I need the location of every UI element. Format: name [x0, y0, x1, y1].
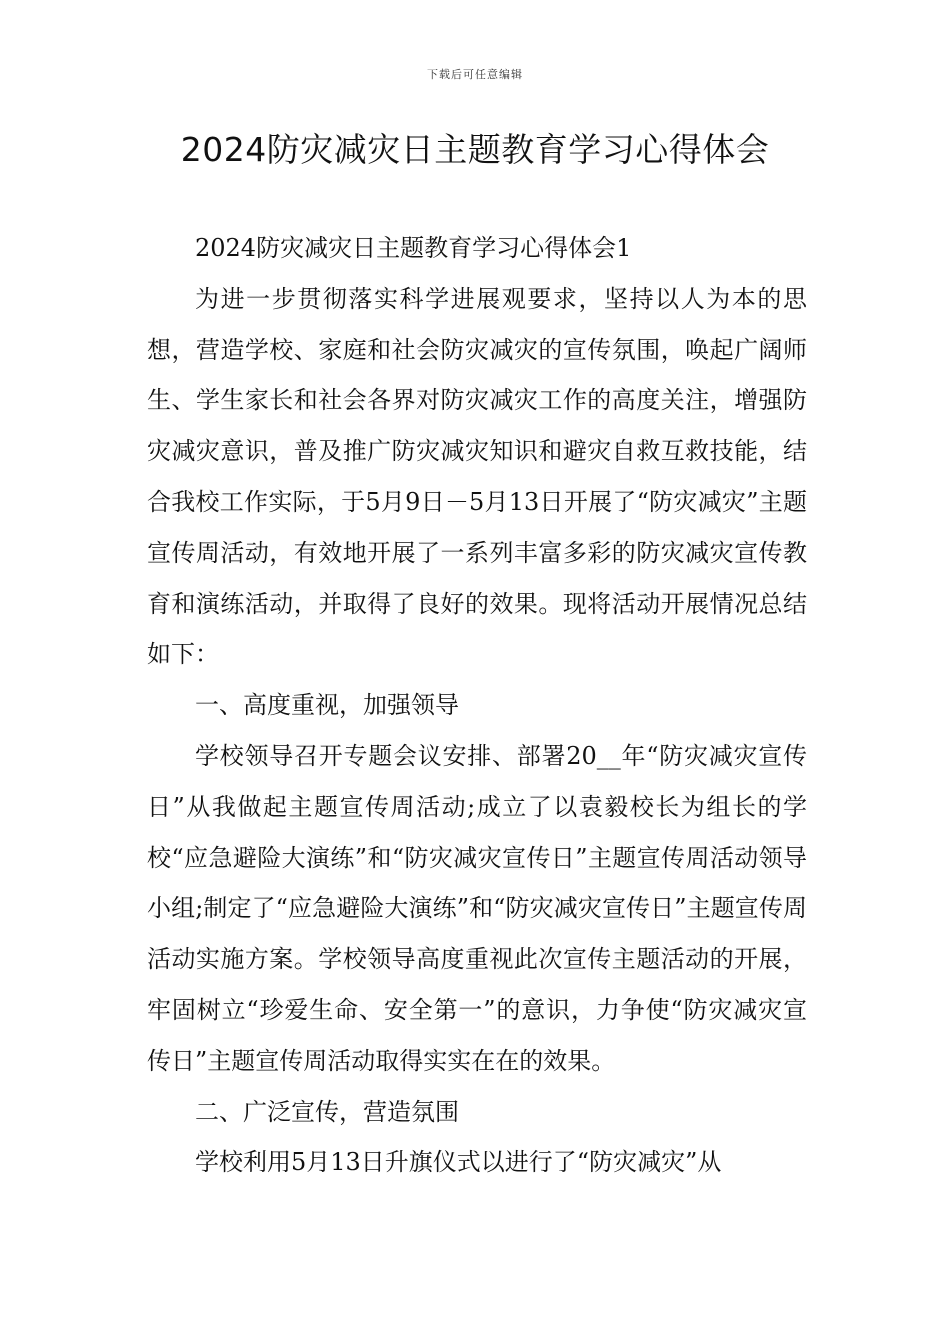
section-heading-1: 一、高度重视，加强领导: [195, 691, 459, 720]
paragraph-subtitle: 2024防灾减灾日主题教育学习心得体会1: [195, 234, 632, 262]
document-body: [147, 223, 807, 1188]
section-heading-2: 二、广泛宣传，营造氛围: [195, 1097, 459, 1126]
header-note: 下载后可任意编辑: [427, 68, 523, 81]
paragraph-section-2: 学校利用5月13日升旗仪式以进行了“防灾减灾”从: [195, 1148, 722, 1177]
document-title: 2024防灾减灾日主题教育学习心得体会: [180, 130, 770, 169]
paragraph-section-1: 学校领导召开专题会议安排、部署20__年“防灾减灾宣传日”从我做起主题宣传周活动;成立了以袁毅校长为组长的学校“应急避险大演练”和“防灾减灾宣传日”主题宣传周活动领导小组;制定了“应急避险大演练”和“防灾减灾宣传日”主题宣传周活动实施方案。学校领导高度重视此次宣传主题活动的开展，牢固树立“珍爱生命、安全第一”的意识，力争使“防灾减灾宣传日”主题宣传周活动取得实实在在的效果。: [147, 741, 807, 1075]
paragraph-intro: 为进一步贯彻落实科学进展观要求，坚持以人为本的思想，营造学校、家庭和社会防灾减灾的宣传氛围，唤起广阔师生、学生家长和社会各界对防灾减灾工作的高度关注，增强防灾减灾意识，普及推广防灾减灾知识和避灾自救互救技能，结合我校工作实际，于5月9日－5月13日开展了“防灾减灾”主题宣传周活动，有效地开展了一系列丰富多彩的防灾减灾宣传教育和演练活动，并取得了良好的效果。现将活动开展情况总结如下：: [147, 284, 807, 669]
